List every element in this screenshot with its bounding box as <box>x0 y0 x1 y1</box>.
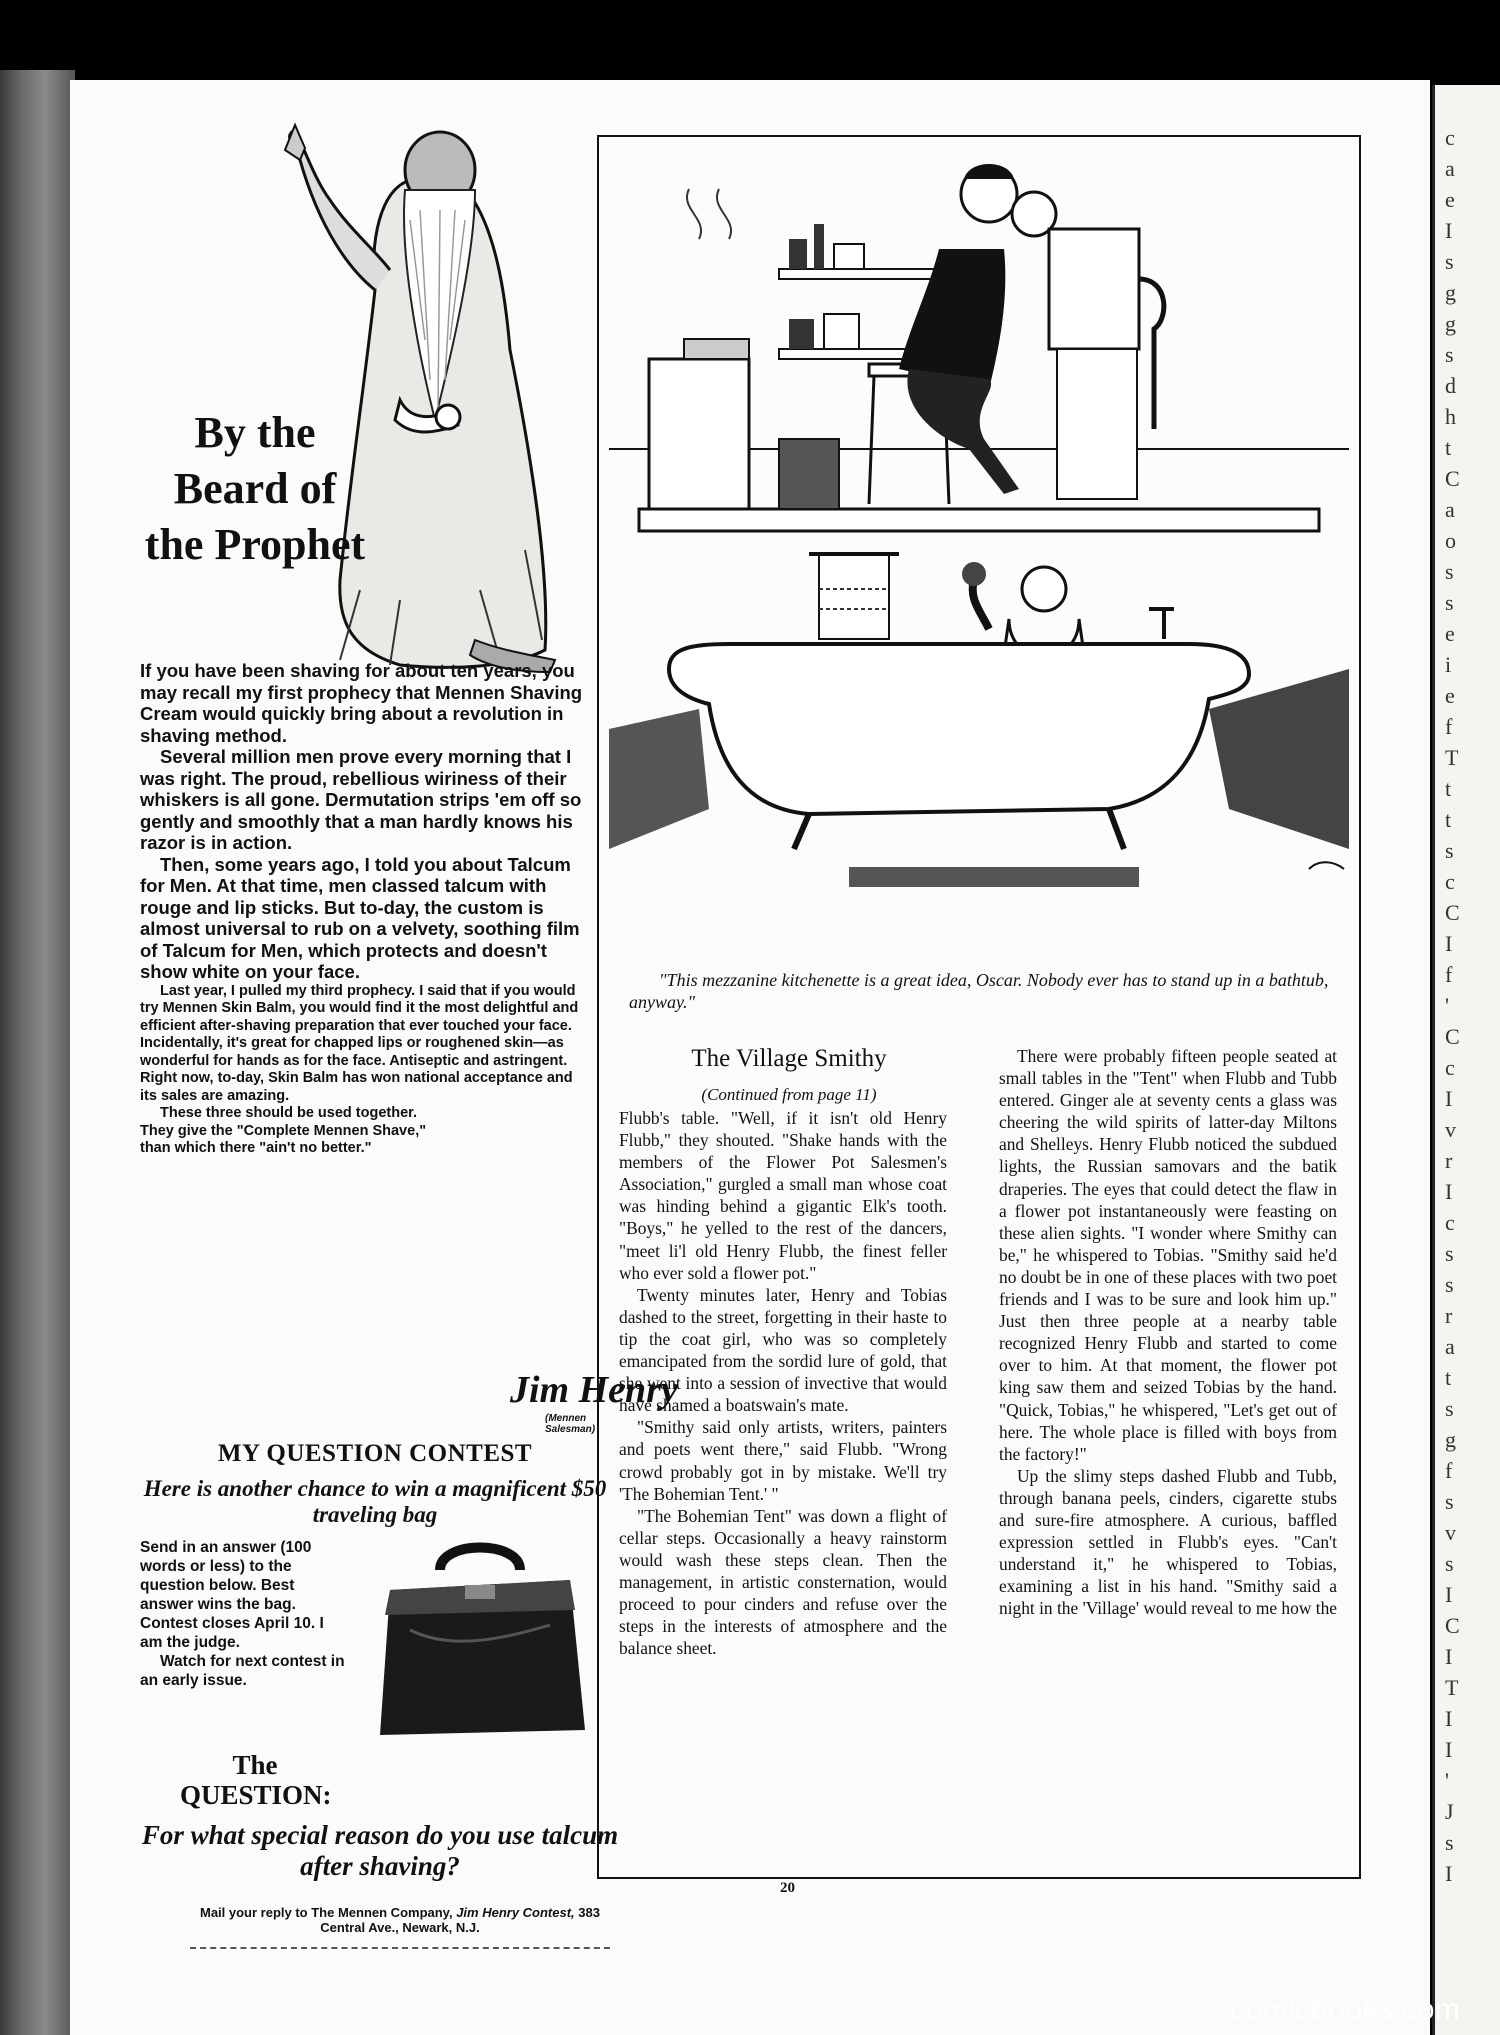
edge-letter: r <box>1445 1303 1453 1328</box>
ad-small-paragraph: Last year, I pulled my third prophecy. I said that if you would try Mennen Skin Balm, you would find it the most delightful and efficient after-shaving preparation that ever touched your face. Incidentally, it's great for chapped lips or roughened skin—as wonderful for hands as for the face. Antiseptic and astringent. Right now, to-day, Skin Balm has won national acceptance and its sales are amazing. <box>140 982 579 1104</box>
edge-letter: g <box>1445 1427 1456 1452</box>
edge-letter: I <box>1445 1706 1453 1731</box>
next-page-edge <box>1432 85 1500 2035</box>
book-spine <box>0 70 75 2035</box>
edge-letter: ' <box>1445 1768 1449 1793</box>
edge-letter: I <box>1445 1737 1453 1762</box>
ad-headline: By the Beard of the Prophet <box>144 408 366 569</box>
edge-letter: h <box>1445 404 1456 429</box>
ad-paragraph: If you have been shaving for about ten years, you may recall my first prophecy that Mennen Shaving Cream would quickly bring about a revolution in shaving method. <box>140 660 583 746</box>
edge-letter: g <box>1445 311 1456 336</box>
story-title: The Village Smithy <box>691 1045 887 1072</box>
edge-letter: s <box>1445 342 1454 367</box>
edge-letter: a <box>1445 156 1455 181</box>
edge-letter: g <box>1445 280 1456 305</box>
edge-letter: v <box>1445 1117 1456 1142</box>
story-paragraph: Flubb's table. "Well, if it isn't old Henry Flubb," they shouted. "Shake hands with the members of the Flower Pot Salesmen's Association," gurgled a small man whose coat was hinding behind a gigantic Elk's tooth. "Boys," he yelled to the rest of the dancers, "meet li'l old Henry Flubb, the finest feller who ever sold a flower pot." <box>619 1108 947 1283</box>
edge-letter: s <box>1445 1489 1454 1514</box>
edge-letter: I <box>1445 1582 1453 1607</box>
story-column-2 <box>999 1045 1337 1619</box>
edge-letter: r <box>1445 1148 1453 1173</box>
signature: Jim Henry <box>510 1369 678 1411</box>
edge-letter: c <box>1445 1055 1455 1080</box>
edge-letter: s <box>1445 1396 1454 1421</box>
edge-letter: c <box>1445 1210 1455 1235</box>
contest-rules-text: Send in an answer (100 words or less) to the question below. Best answer wins the bag. Contest closes April 10. I am the judge. <box>140 1539 324 1651</box>
page-number: 20 <box>780 1880 795 1896</box>
edge-letter: s <box>1445 1241 1454 1266</box>
story-paragraph: Twenty minutes later, Henry and Tobias dashed to the street, forgetting in their haste to tip the coat girl, who was so completely emancipated from the sordid lure of gold, that she went into a session of invective that would have shamed a boatswain's mate. <box>619 1284 947 1416</box>
edge-letter: I <box>1445 931 1453 956</box>
edge-letter: t <box>1445 776 1452 801</box>
edge-letter: v <box>1445 1520 1456 1545</box>
edge-letter: e <box>1445 621 1455 646</box>
contest-subheading: Here is another chance to win a magnificent $50 traveling bag <box>143 1476 607 1527</box>
edge-letter: c <box>1445 869 1455 894</box>
edge-letter: a <box>1445 497 1455 522</box>
signature-subtitle: (Mennen Salesman) <box>545 1413 596 1435</box>
kitchenette-cartoon <box>609 149 1349 949</box>
edge-letter: i <box>1445 652 1452 677</box>
contest-next-text: Watch for next contest in an early issue. <box>140 1653 345 1689</box>
contest-heading: MY QUESTION CONTEST <box>217 1440 533 1467</box>
edge-letter: o <box>1445 528 1456 553</box>
edge-letter: C <box>1445 1024 1460 1049</box>
edge-letter: a <box>1445 1334 1455 1359</box>
story-paragraph: "Smithy said only artists, writers, painters and poets went there," said Flubb. "Wrong crowd probably got in by mistake. We'll try 'The Bohemian Tent.' " <box>619 1417 947 1504</box>
contest-question: For what special reason do you use talcum after shaving? <box>141 1820 619 1881</box>
ad-closing: These three should be used together. They give the "Complete Mennen Shave," than which there "ain't no better." <box>140 1105 427 1156</box>
story-column-1 <box>619 1107 947 1659</box>
story-box <box>597 135 1361 1879</box>
question-label: The QUESTION: <box>180 1750 332 1810</box>
edge-letter: T <box>1445 745 1459 770</box>
ad-body <box>140 660 590 1158</box>
edge-letter: t <box>1445 1365 1452 1390</box>
edge-letter: I <box>1445 1644 1453 1669</box>
edge-letter: C <box>1445 466 1460 491</box>
edge-letter: s <box>1445 559 1454 584</box>
mennen-advertisement <box>110 120 678 1950</box>
edge-letter: s <box>1445 1551 1454 1576</box>
edge-letter: I <box>1445 218 1453 243</box>
edge-letter: I <box>1445 1086 1453 1111</box>
edge-letter: c <box>1445 125 1455 150</box>
edge-letter: I <box>1445 1179 1453 1204</box>
edge-letter: e <box>1445 683 1455 708</box>
story-paragraph: There were probably fifteen people seated at small tables in the "Tent" when Flubb and Tubb entered. Ginger ale at seventy cents a glass was cheering the wild spirits of latter-day Miltons and Shelleys. Henry Flubb noticed the subdued lights, the Russian samovars and the batik draperies. The eyes that could detect the flaw in a flower pot instantaneously were feasting on these alien sights. "I wonder where Smithy can be," he whispered to Tobias. "Smithy said he'd no doubt be in one of these places with two poet friends and I was to be sure and look him up." Just then three people at a nearby table recognized Henry Flubb and started to come over to him. At that moment, the flower pot king saw them and seized Tobias by the hand. "Quick, Tobias," he whispered, "Let's get out of here. The whole place is filled with boys from the factory!" <box>999 1046 1337 1464</box>
edge-letter: I <box>1445 1861 1453 1886</box>
story-continued: (Continued from page 11) <box>701 1085 877 1104</box>
story-paragraph: "The Bohemian Tent" was down a flight of cellar steps. Occasionally a heavy rainstorm would wash these steps clean. Then the management, in artistic consternation, would proceed to pour cinders and refuse over the steps in the interests of atmosphere and the balance sheet. <box>619 1505 947 1659</box>
edge-letter: t <box>1445 807 1452 832</box>
edge-letter: C <box>1445 900 1460 925</box>
cartoon-caption: "This mezzanine kitchenette is a great idea, Oscar. Nobody ever has to stand up in a bathtub, anyway." <box>629 970 1329 1012</box>
contest-rules <box>140 1538 345 1690</box>
edge-letter: s <box>1445 590 1454 615</box>
edge-letter: ' <box>1445 993 1449 1018</box>
edge-letter: C <box>1445 1613 1460 1638</box>
edge-letter: f <box>1445 714 1453 739</box>
edge-letter: s <box>1445 1830 1454 1855</box>
edge-letter: s <box>1445 249 1454 274</box>
ad-paragraph: Several million men prove every morning that I was right. The proud, rebellious wiriness of their whiskers is all gone. Dermutation strips 'em off so gently and smoothly that a man hardly knows his razor is in action. <box>140 746 582 853</box>
edge-letter: s <box>1445 1272 1454 1297</box>
edge-letter: d <box>1445 373 1456 398</box>
edge-letter: T <box>1445 1675 1459 1700</box>
watermark: comicbooks.com <box>1230 1993 1461 2026</box>
edge-letter: f <box>1445 1458 1453 1483</box>
story-paragraph: Up the slimy steps dashed Flubb and Tubb, through banana peels, cinders, cigarette stubs and sure-fire atmosphere. A curious, baffled expression settled in Flubb's eyes. "Can't understand it," he whispered to Tobias, examining a list in his hand. "Smithy said a night in the 'Village' would reveal to me how the <box>999 1465 1337 1619</box>
mail-address: Mail your reply to The Mennen Company, Jim Henry Contest, 383 Central Ave., Newark, N.J. <box>199 1905 600 1935</box>
ad-paragraph: Then, some years ago, I told you about Talcum for Men. At that time, men classed talcum with rouge and lip sticks. But to-day, the custom is almost universal to rub on a velvety, soothing film of Talcum for Men, which protects and doesn't show white on your face. <box>140 853 580 982</box>
edge-letter: f <box>1445 962 1453 987</box>
edge-letter: e <box>1445 187 1455 212</box>
prophet-illustration <box>280 120 580 680</box>
traveling-bag-illustration <box>370 1530 590 1750</box>
edge-letter: t <box>1445 435 1452 460</box>
edge-letter: s <box>1445 838 1454 863</box>
edge-letter: J <box>1445 1799 1454 1824</box>
